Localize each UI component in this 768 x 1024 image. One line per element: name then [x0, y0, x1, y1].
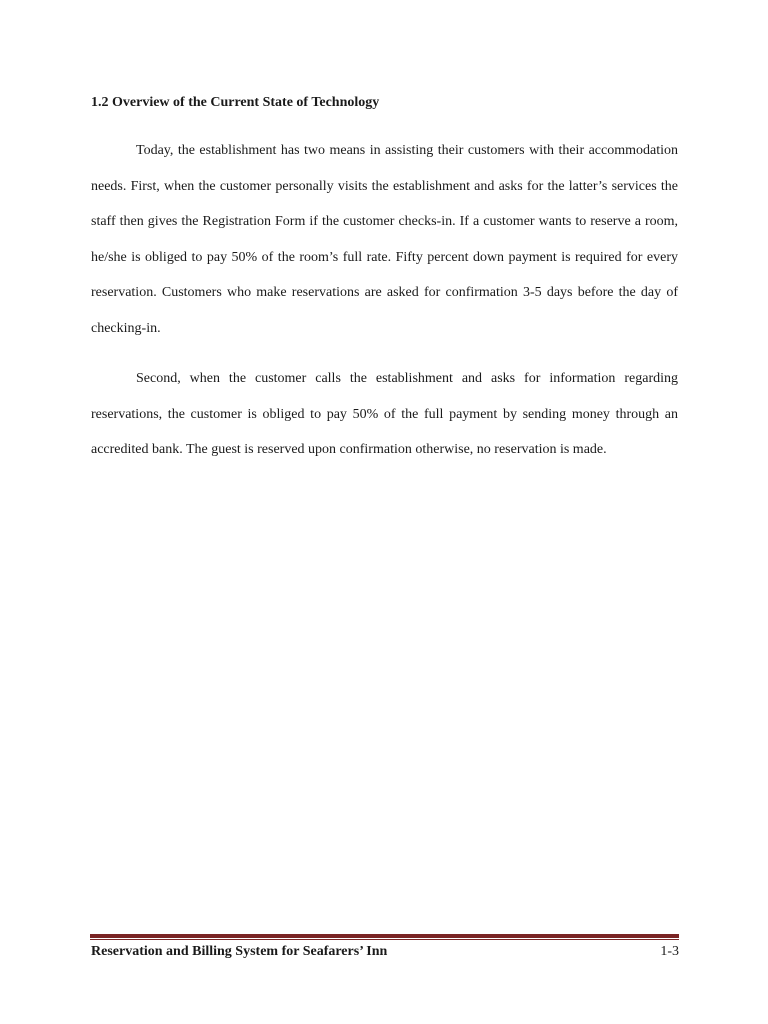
paragraph-1: Today, the establishment has two means in assisting their customers with their accommodation needs. First, when the customer personally visits the establishment and asks for the latter’s services the staff then gives the Registration Form if the customer checks-in. If a customer wants to reserve a room, he/she is obliged to pay 50% of the room’s full rate. Fifty percent down payment is required for every reservation. Customers who make reservations are asked for confirmation 3-5 days before the day of checking-in. [91, 143, 678, 336]
footer-title: Reservation and Billing System for Seafarers’ Inn [91, 944, 388, 959]
footer-rule-thick [90, 934, 679, 938]
paragraph-2: Second, when the customer calls the establishment and asks for information regarding reservations, the customer is obliged to pay 50% of the full payment by sending money through an accredited bank. The guest is reserved upon confirmation otherwise, no reservation is made. [91, 371, 678, 458]
section-heading: 1.2 Overview of the Current State of Technology [91, 95, 380, 110]
footer-page-number: 1-3 [660, 944, 679, 959]
footer-rule-thin [90, 939, 679, 940]
